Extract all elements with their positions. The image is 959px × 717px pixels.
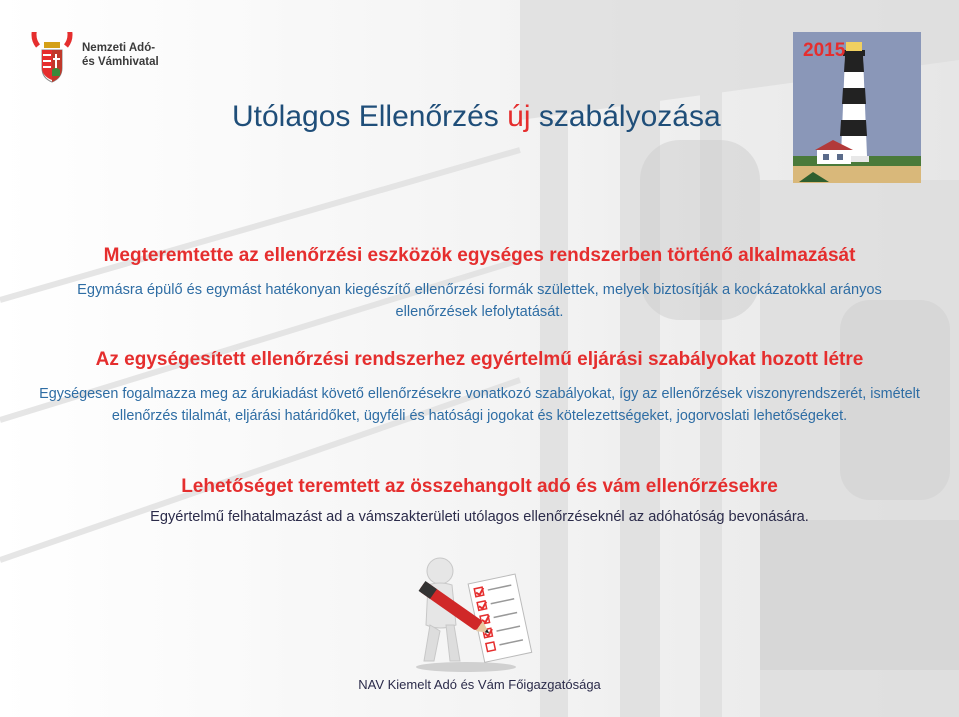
- title-accent: új: [507, 100, 531, 133]
- slide-title: [232, 100, 721, 134]
- section-body: Egységesen fogalmazza meg az árukiadást követő ellenőrzésekre vonatkozó szabályokat, így az ellenőrzések viszonyrendszerét, ismételt ellenőrzés tilalmát, eljárási határidőket, ügyféli és hatósági jogokat és kötelezettségeket, jogorvoslati lehetőségeket.: [39, 386, 920, 424]
- year-badge: 2015: [803, 40, 846, 61]
- section-body: Egyértelmű felhatalmazást ad a vámszakterületi utólagos ellenőrzéseknél az adóhatóság bevonására.: [150, 509, 809, 525]
- hungarian-coat-of-arms-icon: [30, 32, 74, 90]
- logo-line-2: és Vámhivatal: [82, 56, 159, 68]
- footer-text: NAV Kiemelt Adó és Vám Főigazgatósága: [358, 677, 601, 692]
- section-heading: Az egységesített ellenőrzési rendszerhez egyértelmű eljárási szabályokat hozott létre: [95, 349, 864, 370]
- section-heading: Lehetőséget teremtett az összehangolt adó és vám ellenőrzésekre: [181, 476, 778, 497]
- section-body: Egymásra épülő és egymást hatékonyan kiegészítő ellenőrzési formák születtek, melyek biztosítják a kockázatokkal arányos ellenőrzések lefolytatását.: [77, 282, 882, 320]
- title-part-1: Utólagos Ellenőrzés: [232, 100, 508, 133]
- section-heading: Megteremtette az ellenőrzési eszközök egységes rendszerben történő alkalmazását: [103, 245, 856, 266]
- nav-logo: [30, 32, 190, 92]
- logo-line-1: Nemzeti Adó-: [82, 42, 156, 54]
- title-part-2: szabályozása: [530, 100, 721, 133]
- checklist-figure-icon: [396, 549, 541, 674]
